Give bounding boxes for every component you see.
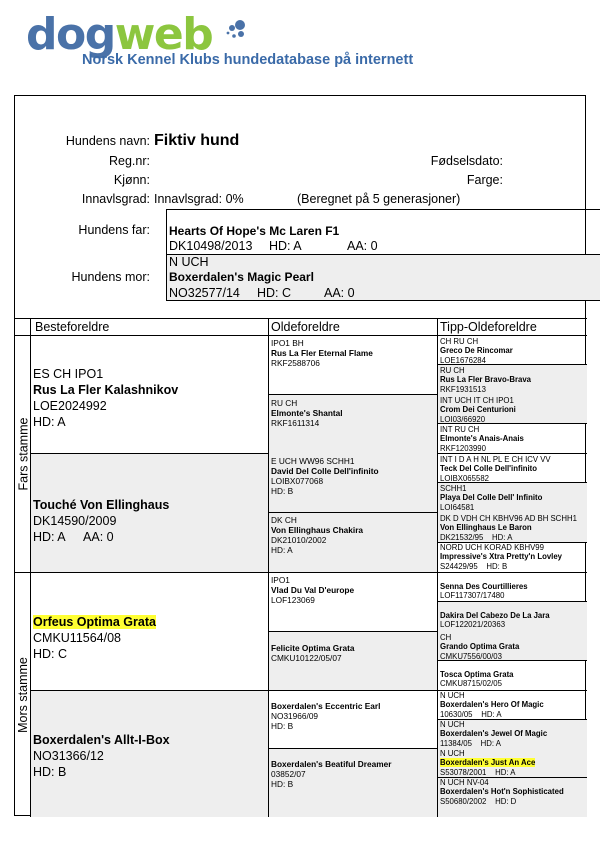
- gg-name-highlighted[interactable]: Boxerdalen's Just An Ace: [440, 758, 536, 768]
- grandparent-name-highlighted[interactable]: Orfeus Optima Grata: [33, 615, 156, 629]
- great-grandparent-5: IPO1 Vlad Du Val D'europe LOF123069: [271, 575, 355, 605]
- reg-label: Reg.nr:: [109, 154, 150, 168]
- grandparent-name[interactable]: Rus La Fler Kalashnikov: [33, 383, 179, 397]
- grandparent-name[interactable]: Boxerdalen's Allt-I-Box: [33, 733, 170, 747]
- great-grandparent-3: E UCH WW96 SCHH1 David Del Colle Dell'infinito LOIBX077068 HD: B: [271, 456, 379, 496]
- great-grandparent-2: RU CH Elmonte's Shantal RKF1611314: [271, 398, 343, 428]
- logo-wordmark: dogweb: [26, 9, 213, 60]
- col-header-ggreat: Tipp-Oldeforeldre: [440, 320, 537, 334]
- father-box: [166, 209, 600, 255]
- gg-grandparent-1: CH RU CH Greco De Rincomar LOE1676284: [440, 337, 513, 365]
- grandparent-4: Boxerdalen's Allt-I-Box NO31366/12 HD: B: [33, 732, 265, 780]
- gg-grandparent-8: NORD UCH KORAD KBHV99 Impressive's Xtra Pretty'n Lovley S24429/95 HD: B: [440, 543, 563, 571]
- inbreeding-value: Innavlsgrad: 0%: [154, 192, 244, 206]
- gg-grandparent-14: N UCH Boxerdalen's Jewel Of Magic 11384/05 HD: A: [440, 720, 548, 748]
- gg-grandparent-6: SCHH1 Playa Del Colle Dell' Infinito LOI64581: [440, 484, 543, 512]
- great-grandparent-6: Felicite Optima Grata CMKU10122/05/07: [271, 643, 355, 663]
- col-header-grandparents: Besteforeldre: [35, 320, 110, 334]
- great-grandparent-4: DK CH Von Ellinghaus Chakira DK21010/2002 HD: A: [271, 515, 364, 555]
- father-aa: AA: 0: [347, 239, 378, 253]
- inbreeding-label: Innavlsgrad:: [81, 192, 150, 206]
- great-grandparent-1: IPO1 BH Rus La Fler Eternal Flame RKF2588706: [271, 338, 373, 368]
- gg-grandparent-9: Senna Des Courtillieres LOF117307/17480: [440, 582, 528, 601]
- mother-titles: N UCH: [169, 255, 209, 269]
- gg-grandparent-11: CH Grando Optima Grata CMKU7556/00/03: [440, 633, 520, 661]
- grandparent-1: ES CH IPO1 Rus La Fler Kalashnikov LOE2024992 HD: A: [33, 366, 265, 430]
- gg-grandparent-15: N UCH Boxerdalen's Just An Ace S53078/2001 HD: A: [440, 749, 536, 777]
- grandparent-name[interactable]: Touché Von Ellinghaus: [33, 498, 170, 512]
- logo-dots-icon: [220, 18, 250, 48]
- great-grandparent-8: Boxerdalen's Beatiful Dreamer 03852/07 HD: B: [271, 759, 392, 789]
- gg-grandparent-4: INT RU CH Elmonte's Anais-Anais RKF1203990: [440, 425, 524, 453]
- name-label: Hundens navn:: [65, 134, 150, 148]
- father-reg: DK10498/2013: [169, 239, 253, 253]
- birth-label: Fødselsdato:: [430, 154, 503, 168]
- col-header-great: Oldeforeldre: [271, 320, 340, 334]
- mother-name[interactable]: Boxerdalen's Magic Pearl: [169, 270, 314, 284]
- grandparent-2: Touché Von Ellinghaus DK14590/2009 HD: A AA: 0: [33, 497, 265, 545]
- mother-box: [166, 255, 600, 301]
- logo-tagline: Norsk Kennel Klubs hundedatabase på internett: [82, 52, 414, 68]
- pedigree-frame: [14, 95, 586, 816]
- dog-name: Fiktiv hund: [154, 132, 240, 149]
- color-label: Farge:: [466, 173, 503, 187]
- gg-grandparent-3: INT UCH IT CH IPO1 Crom Dei Centurioni LOI03/66920: [440, 396, 516, 424]
- gg-grandparent-2: RU CH Rus La Fler Bravo-Brava RKF1931513: [440, 366, 531, 394]
- side-label-father: Fars stamme: [16, 417, 30, 491]
- side-label-mother: Mors stamme: [16, 657, 31, 733]
- mother-hd: HD: C: [257, 286, 292, 300]
- dogweb-logo[interactable]: [26, 9, 446, 74]
- gg-grandparent-13: N UCH Boxerdalen's Hero Of Magic 10630/05 HD: A: [440, 691, 544, 719]
- gg-grandparent-5: INT I D A H NL PL E CH ICV VV Teck Del Colle Dell'infinito LOIBX065582: [440, 455, 551, 483]
- great-grandparent-7: Boxerdalen's Eccentric Earl NO31966/09 HD: B: [271, 701, 381, 731]
- grandparent-3: Orfeus Optima Grata CMKU11564/08 HD: C: [33, 615, 156, 661]
- sex-label: Kjønn:: [113, 173, 150, 187]
- mother-label: Hundens mor:: [71, 270, 150, 284]
- mother-aa: AA: 0: [324, 286, 355, 300]
- father-hd: HD: A: [269, 239, 302, 253]
- gg-grandparent-7: DK D VDH CH KBHV96 AD BH SCHH1 Von Ellinghaus Le Baron DK21532/95 HD: A: [440, 514, 577, 542]
- father-label: Hundens far:: [78, 223, 150, 237]
- mother-reg: NO32577/14: [169, 286, 240, 300]
- gg-grandparent-16: N UCH NV-04 Boxerdalen's Hot'n Sophisticated S50680/2002 HD: D: [440, 778, 564, 806]
- father-name[interactable]: Hearts Of Hope's Mc Laren F1: [169, 224, 340, 238]
- gg-grandparent-12: Tosca Optima Grata CMKU8715/02/05: [440, 670, 514, 689]
- inbreeding-note: (Beregnet på 5 generasjoner): [297, 192, 461, 206]
- gg-grandparent-10: Dakira Del Cabezo De La Jara LOF122021/20363: [440, 611, 550, 630]
